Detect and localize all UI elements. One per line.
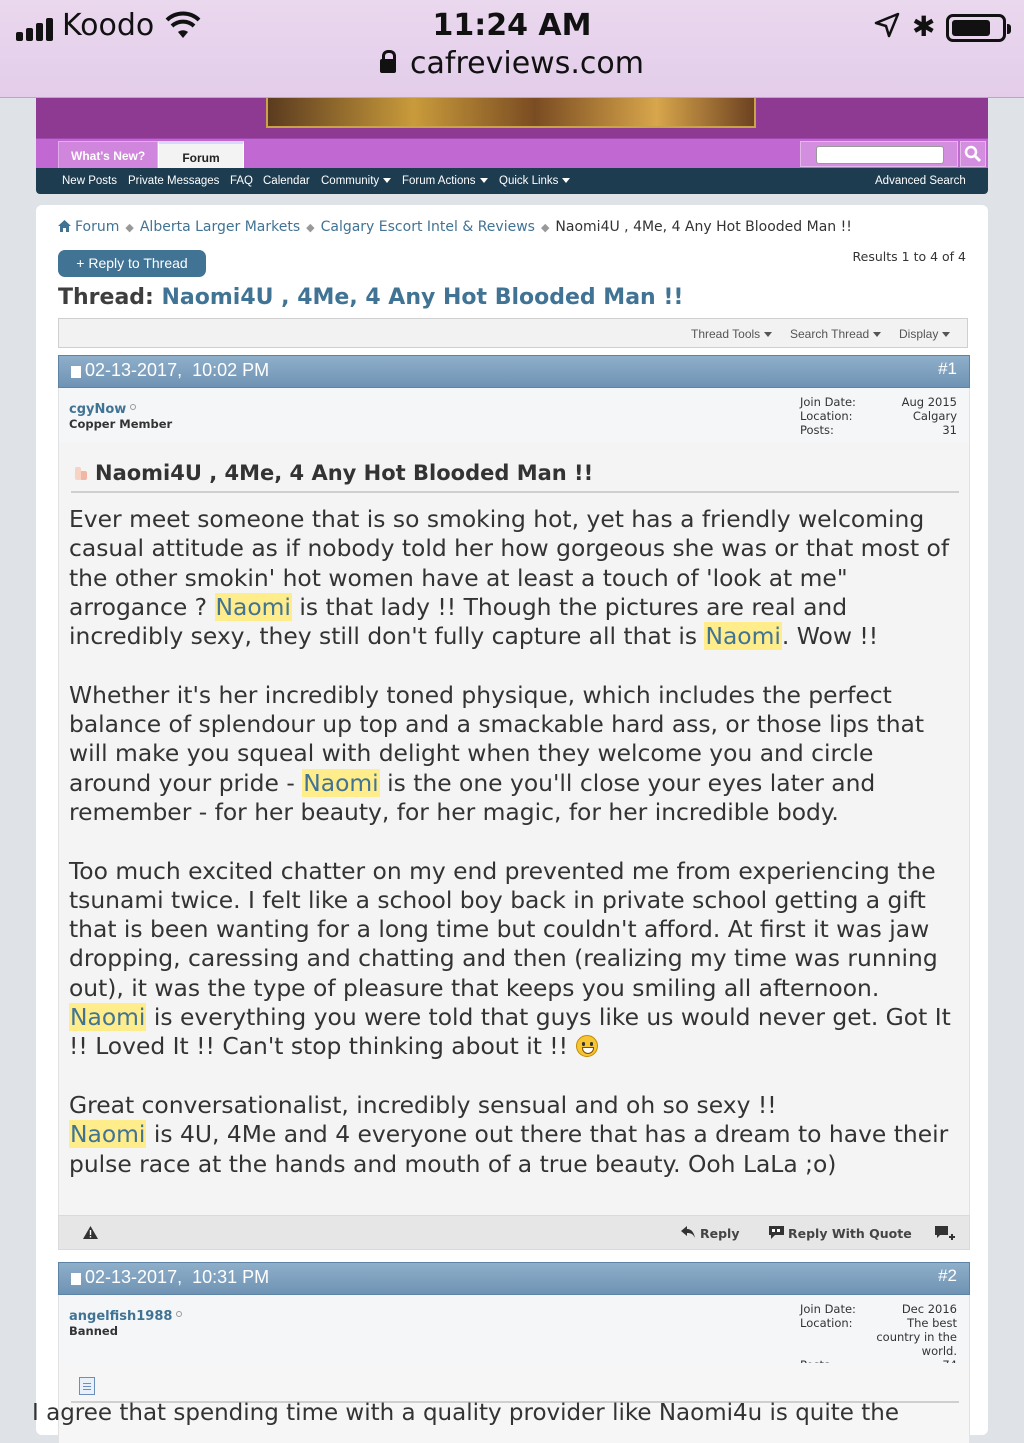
username-text: angelfish1988: [69, 1309, 173, 1324]
post-title-text: Naomi4U , 4Me, 4 Any Hot Blooded Man !!: [95, 461, 594, 485]
battery-icon: [946, 14, 1006, 42]
nav-tabs: [36, 138, 988, 168]
caret-down-icon: [873, 332, 881, 337]
text-segment: is 4U, 4Me and 4 everyone out there that has a dream to have their pulse race at the hands and mouth of a true beauty. Ooh LaLa ;o): [69, 1120, 949, 1178]
bluetooth-icon: ✱: [912, 10, 936, 43]
post-paragraph-4: [69, 1091, 959, 1179]
reply-arrow-icon: [681, 1226, 696, 1239]
posts-value: 31: [942, 423, 957, 437]
text-segment: is the one you'll close your eyes later and remember - for her beauty, for her magic, for her incredible body.: [69, 768, 876, 826]
search-thread-menu[interactable]: [790, 327, 881, 341]
results-count: Results 1 to 4 of 4: [852, 249, 966, 264]
subnav-quick-links-label: Quick Links: [499, 175, 559, 187]
post-footer: [58, 1215, 970, 1250]
breadcrumb-forum[interactable]: Forum: [75, 219, 120, 235]
carrier-name: Koodo: [62, 8, 155, 43]
offline-status-icon: [176, 1311, 182, 1317]
text-segment: Whether it's her incredibly toned physique, which includes the perfect balance of splendour up top and a smackable hard ass, or those lips that will make you squeal with delight when they welcome you and circle around your pride -: [69, 680, 925, 797]
subnav-calendar[interactable]: Calendar: [263, 175, 310, 187]
breadcrumb-separator-icon: ◆: [306, 221, 315, 234]
breadcrumb-alberta[interactable]: Alberta Larger Markets: [139, 219, 301, 235]
advanced-search-link[interactable]: Advanced Search: [875, 175, 966, 187]
subnav-forum-actions[interactable]: [402, 168, 488, 194]
search-thread-label: Search Thread: [790, 327, 870, 341]
post-paragraph-1: [69, 505, 959, 651]
display-menu[interactable]: [899, 327, 950, 341]
status-bar: [0, 6, 1024, 46]
post-preview-line: I agree that spending time with a quality provider like Naomi4u is quite the: [32, 1400, 899, 1426]
breadcrumb-current: Naomi4U , 4Me, 4 Any Hot Blooded Man !!: [555, 219, 852, 235]
caret-down-icon: [480, 178, 488, 183]
join-date-value: Dec 2016: [901, 1302, 957, 1316]
search-input[interactable]: [816, 146, 944, 164]
multi-quote-icon[interactable]: [935, 1226, 955, 1242]
search-highlight: Naomi: [215, 592, 291, 621]
post-title: [71, 461, 959, 493]
subnav-forum-actions-label: Forum Actions: [402, 175, 476, 187]
subnav-private-messages[interactable]: Private Messages: [128, 175, 220, 187]
posts-label: Posts:: [800, 423, 834, 437]
lock-icon: [380, 59, 396, 73]
address-bar[interactable]: [0, 46, 1024, 81]
post-date: [85, 1267, 269, 1288]
reply-label: Reply: [700, 1226, 740, 1241]
document-icon: [79, 1377, 95, 1395]
breadcrumb-separator-icon: ◆: [125, 221, 134, 234]
user-rank: Banned: [69, 1324, 118, 1338]
post-date: [85, 360, 269, 381]
post-paragraph-2: [69, 681, 959, 827]
smiley-icon: [576, 1035, 598, 1057]
location-value: The best country in the world.: [876, 1316, 957, 1358]
thread-title-link[interactable]: Naomi4U , 4Me, 4 Any Hot Blooded Man !!: [161, 285, 684, 310]
post-date-time: 10:02 PM: [192, 360, 270, 380]
content-panel: [36, 205, 988, 1435]
location-label: Location:: [800, 1316, 853, 1330]
post-content: [69, 505, 959, 1208]
location-value: Calgary: [912, 409, 957, 423]
caret-down-icon: [942, 332, 950, 337]
search-highlight: Naomi: [70, 1120, 146, 1149]
join-date-value: Aug 2015: [901, 395, 957, 409]
post-date-time: 10:31 PM: [192, 1267, 270, 1287]
breadcrumb-calgary[interactable]: Calgary Escort Intel & Reviews: [320, 219, 535, 235]
post-userinfo: [58, 388, 970, 443]
subnav-community[interactable]: [321, 168, 391, 194]
status-time: 11:24 AM: [432, 8, 592, 43]
post-userinfo: [58, 1295, 970, 1363]
post-username[interactable]: [69, 1309, 182, 1324]
post-date-day: 02-13-2017,: [85, 1267, 183, 1287]
text-segment: is everything you were told that guys like us would never get. Got It !! Loved It !! Can't stop thinking about it !!: [69, 1003, 951, 1061]
tab-whats-new[interactable]: What's New?: [58, 141, 158, 169]
subnav-community-label: Community: [321, 175, 380, 187]
report-post-icon[interactable]: [83, 1226, 98, 1239]
location-arrow-icon: [874, 12, 900, 38]
subnav-quick-links[interactable]: [499, 168, 570, 194]
join-date-label: Join Date:: [800, 1302, 856, 1316]
site-banner: [36, 98, 988, 138]
post-header: [58, 1262, 970, 1295]
home-icon[interactable]: [58, 220, 71, 232]
banner-image: [266, 98, 756, 128]
join-date-label: Join Date:: [800, 395, 856, 409]
subnav-faq[interactable]: FAQ: [230, 175, 254, 187]
username-text: cgyNow: [69, 402, 127, 417]
post-paragraph-3: [69, 857, 959, 1062]
thread-title: [58, 285, 683, 310]
ios-browser-chrome: [0, 0, 1024, 98]
reply-to-thread-button[interactable]: + Reply to Thread: [58, 250, 206, 277]
caret-down-icon: [383, 178, 391, 183]
text-segment: Great conversationalist, incredibly sensual and oh so sexy !!: [69, 1090, 777, 1119]
user-meta: [800, 1302, 957, 1372]
post-username[interactable]: [69, 402, 136, 417]
caret-down-icon: [562, 178, 570, 183]
search-highlight: Naomi: [705, 622, 781, 651]
caret-down-icon: [764, 332, 772, 337]
offline-status-icon: [130, 404, 136, 410]
post-doc-icon: [71, 366, 81, 378]
search-highlight: Naomi: [303, 768, 379, 797]
post-body: [58, 443, 970, 1215]
location-label: Location:: [800, 409, 853, 423]
post-number[interactable]: #2: [938, 1266, 957, 1285]
search-icon: [961, 142, 985, 166]
breadcrumb-separator-icon: ◆: [540, 221, 550, 234]
post-preview-text: [32, 1400, 932, 1426]
thumbs-up-icon: [71, 465, 89, 481]
user-meta: [800, 395, 957, 437]
thread-tools-bar: [58, 318, 968, 348]
text-segment: Too much excited chatter on my end prevented me from experiencing the tsunami twice. I felt like a school boy back in private school getting a gift that is been wanting for a long time but couldn't afford. At first it was jaw dropping, caressing and chatting and then (realizing my time was running out), it was the type of pleasure that keeps you smiling all afternoon.: [69, 856, 938, 1002]
display-label: Display: [899, 327, 939, 341]
url-text: cafreviews.com: [410, 46, 644, 81]
reply-button[interactable]: [681, 1226, 739, 1241]
text-segment: Ever meet someone that is so smoking hot, yet has a friendly welcoming casual attitude as if nobody told her how gorgeous she was or that most of the other smokin' hot women have at least a touch of 'look at me" arrogance ?: [69, 505, 950, 621]
sub-navigation: [36, 168, 988, 194]
text-segment: is that lady !! Though the pictures are real and incredibly sexy, they still don't fully capture all that is: [69, 592, 848, 651]
nav-search: [800, 141, 958, 167]
post-date-day: 02-13-2017,: [85, 360, 183, 380]
search-button[interactable]: [960, 141, 986, 167]
text-segment: . Wow !!: [781, 622, 879, 651]
post-doc-icon: [71, 1273, 81, 1285]
quote-icon: [769, 1226, 784, 1239]
breadcrumb: [58, 219, 852, 235]
search-highlight: Naomi: [70, 1003, 146, 1032]
reply-with-quote-label: Reply With Quote: [788, 1226, 912, 1241]
post-header: [58, 355, 970, 388]
tab-forum[interactable]: Forum: [158, 141, 244, 169]
user-rank: Copper Member: [69, 417, 173, 431]
post-number[interactable]: #1: [938, 359, 957, 378]
thread-label: Thread:: [58, 285, 154, 310]
reply-with-quote-button[interactable]: [769, 1226, 912, 1241]
thread-tools-label: Thread Tools: [691, 327, 761, 341]
subnav-new-posts[interactable]: New Posts: [62, 175, 117, 187]
thread-tools-menu[interactable]: [691, 327, 772, 341]
